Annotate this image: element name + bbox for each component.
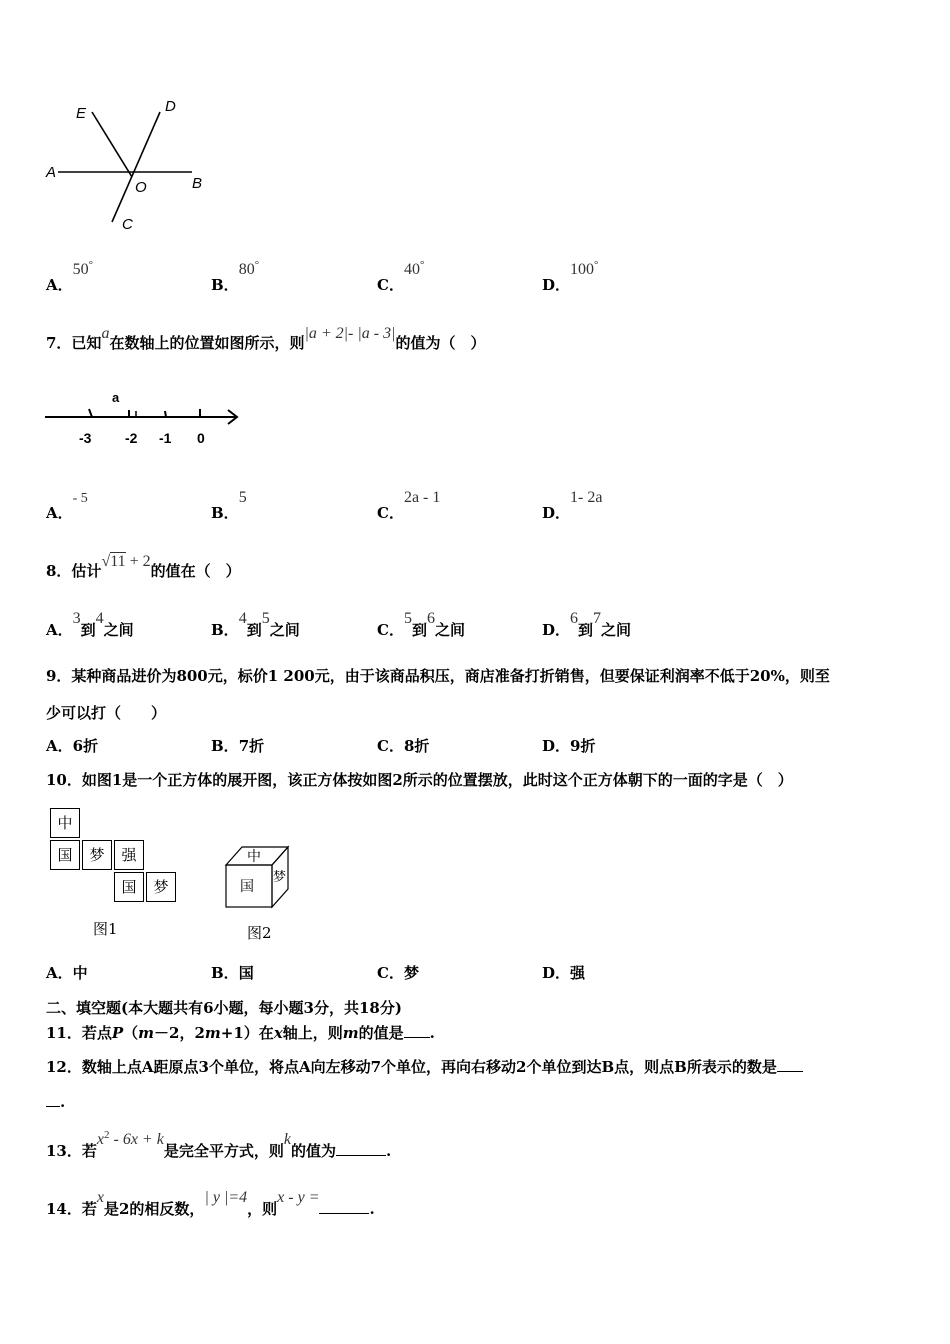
- q12-line1: 12．数轴上点A距原点3个单位，将点A向左移动7个单位，再向右移动2个单位到达B点，则点B所表示的数是: [46, 1056, 803, 1077]
- q8-option-d[interactable]: D．6到7之间: [542, 610, 632, 639]
- radicand: 11: [110, 553, 126, 570]
- q10-option-a[interactable]: A．中: [46, 964, 88, 982]
- point-a-label: a: [112, 390, 120, 405]
- q6-option-b[interactable]: B．80°: [211, 259, 260, 294]
- q7-stem: 7．已知a在数轴上的位置如图所示，则|a + 2|- |a - 3|的值为（ ）: [46, 325, 486, 352]
- net-cell-1: 国: [50, 840, 80, 870]
- label-a: A: [46, 164, 57, 181]
- label-e: E: [76, 105, 87, 122]
- q13-stem: 13．若$x^2 - 6x + k$是完全平方式，则k的值为 .: [46, 1129, 392, 1160]
- tick-label-minus1: -1: [159, 430, 172, 446]
- cube-front-char: 国: [240, 879, 254, 895]
- angle-figure: [40, 95, 220, 240]
- q6-option-d[interactable]: D．100°: [542, 259, 599, 294]
- net-cell-top: 中: [50, 808, 80, 838]
- q6-option-c[interactable]: C．40°: [377, 259, 425, 294]
- cube-side-char: 梦: [273, 870, 287, 885]
- q9-option-d[interactable]: D．9折: [542, 737, 596, 755]
- q8-option-a[interactable]: A．3到4之间: [46, 610, 134, 639]
- label-b: B: [192, 175, 203, 192]
- q9-option-b[interactable]: B．7折: [211, 737, 265, 755]
- q9-option-c[interactable]: C．8折: [377, 737, 430, 755]
- q12-answer-blank-part1[interactable]: [777, 1057, 803, 1072]
- label-d: D: [165, 98, 176, 115]
- q7-option-d[interactable]: D．1- 2a: [542, 489, 603, 522]
- net-cell-5: 梦: [146, 872, 176, 902]
- net-cell-4: 国: [114, 872, 144, 902]
- section-heading: 二、填空题(本大题共有6小题，每小题3分，共18分): [46, 999, 402, 1017]
- q11-answer-blank[interactable]: [404, 1023, 430, 1038]
- q10-option-b[interactable]: B．国: [211, 964, 254, 982]
- q11-stem: 11．若点P（m－2，2m+1）在x轴上，则m的值是 .: [46, 1024, 435, 1042]
- q10-option-c[interactable]: C．梦: [377, 964, 419, 982]
- q8-option-c[interactable]: C．5到6之间: [377, 610, 465, 639]
- q7-option-a[interactable]: A．- 5: [46, 491, 88, 522]
- q6-option-a[interactable]: A．50°: [46, 259, 94, 294]
- fig2-caption: 图2: [247, 924, 272, 942]
- cube-net: [50, 808, 182, 908]
- line-eo: [92, 112, 132, 177]
- cube-figure: [222, 843, 292, 909]
- q10-option-d[interactable]: D．强: [542, 964, 586, 982]
- q13-answer-blank[interactable]: [336, 1141, 386, 1156]
- net-cell-3: 强: [114, 840, 144, 870]
- q9-line1: 9．某种商品进价为800元，标价1 200元，由于该商品积压，商店准备打折销售，但要保证利润率不低于20%，则至: [46, 667, 830, 685]
- tick-label-minus3: -3: [79, 430, 92, 446]
- tick-minus3: [89, 409, 92, 417]
- q7-option-b[interactable]: B．5: [211, 489, 247, 522]
- q9-line2: 少可以打（ ）: [46, 704, 167, 722]
- q12-line2: .: [46, 1092, 65, 1111]
- number-line: [40, 385, 250, 455]
- tick-label-minus2: -2: [125, 430, 138, 446]
- q14-answer-blank[interactable]: [319, 1199, 369, 1214]
- q7-option-c[interactable]: C．2a - 1: [377, 489, 441, 522]
- q12-answer-blank-part2[interactable]: [46, 1092, 60, 1107]
- q14-stem: 14．若x是2的相反数，| y |=4，则x - y =.: [46, 1189, 375, 1218]
- label-c: C: [122, 216, 133, 233]
- cube-top-char: 中: [247, 849, 261, 865]
- line-dc: [112, 112, 160, 222]
- q10-stem: 10．如图1是一个正方体的展开图，该正方体按如图2所示的位置摆放，此时这个正方体朝下的一面的字是（ ）: [46, 771, 793, 789]
- net-cell-2: 梦: [82, 840, 112, 870]
- q8-option-b[interactable]: B．4到5之间: [211, 610, 300, 639]
- tick-minus1: [165, 411, 166, 417]
- fig1-caption: 图1: [93, 920, 118, 938]
- label-o: O: [135, 179, 147, 196]
- q9-option-a[interactable]: A．6折: [46, 737, 99, 755]
- tick-label-zero: 0: [197, 430, 205, 446]
- q8-stem: 8．估计√11 + 2的值在（ ）: [46, 553, 241, 580]
